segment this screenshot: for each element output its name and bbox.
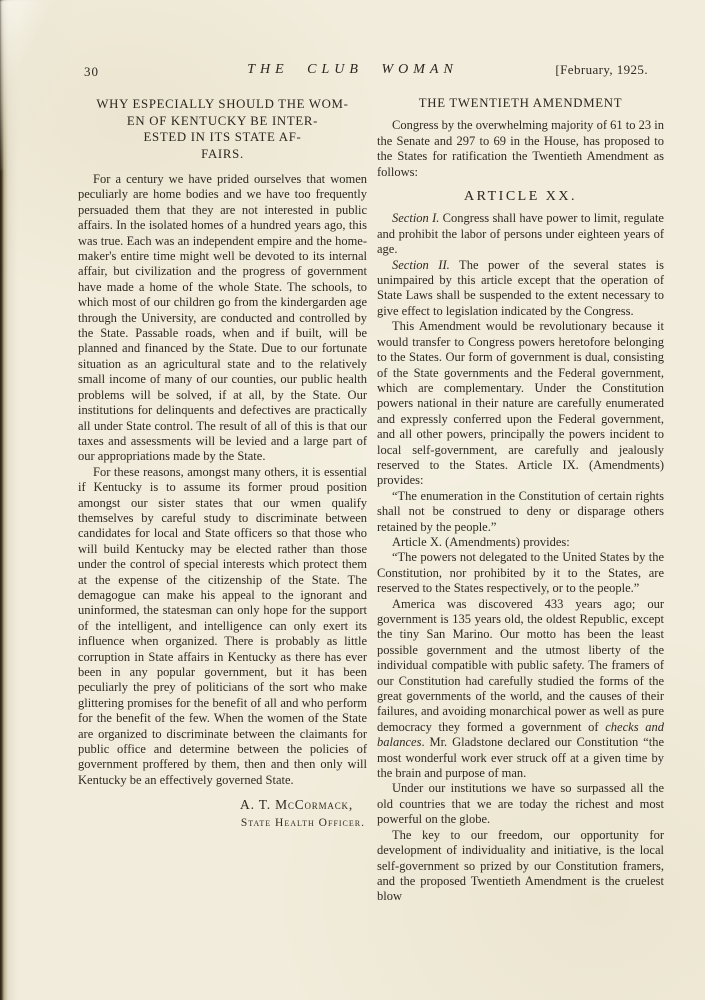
paragraph-text: America was discovered 433 years ago; our government is 135 years old, the oldest Republic, except the tiny San Marino. Our motto has been the least possible government and the utmost liberty of the individual compatible with public safety. The framers of our Constitution had carefully studied the forms of the great governments of the world, and the causes of their failures, and avoiding monarchical power as well as pure democracy they formed a government of: [377, 596, 664, 734]
quoted-amendment-text: “The powers not delegated to the United States by the Constitution, nor prohibited by it to the States, are reserved to the States respectively, or to the people.”: [377, 550, 664, 596]
issue-date: [February, 1925.: [555, 62, 648, 77]
paragraph-text: . Mr. Gladstone declared our Constitution “the most wonderful work ever struck off at a given time by the brain and purpose of man.: [377, 735, 664, 781]
title-line: WHY ESPECIALLY SHOULD THE WOM-: [96, 97, 349, 111]
signature-block: [78, 797, 367, 831]
article-paragraph: For these reasons, amongst many others, it is essential if Kentucky is to assume its former proud position amongst our sister states that our wmen qualify themselves by careful study to discriminate between candidates for local and State officers so that those who will build Kentucky may be elected rather than those under the control of special interests which protect them at the expense of the citizenship of the State. The demagogue can make his appeal to the ignorant and uninformed, the statesman can only hope for the support of the intelligent, and intelligence can only exert its influence when organized. There is probably as little corruption in State affairs in Kentucky as there has ever been in any popular government, but it has been peculiarly the prey of politicians of the sort who make glittering promises for the benefit of all and who perform for the benefit of the few. When the women of the State are organized to discriminate between the claimants for public office and determine between the policies of government proffered by them, then and then only will Kentucky be an effectively governed State.: [78, 464, 367, 787]
amendment-section: [377, 258, 664, 320]
signature-name: A. T. McCormack,: [240, 797, 353, 813]
article-paragraph: The key to our freedom, our opportunity for development of individuality and initiative, is the local self-government so prized by our Constitution framers, and the proposed Twentieth Amendment is the cruelest blow: [377, 827, 664, 904]
signature-title: State Health Officer.: [240, 816, 365, 829]
section-label: Section I.: [392, 211, 440, 226]
left-article-title: [78, 96, 367, 162]
magazine-title: THE CLUB WOMAN: [247, 62, 458, 77]
amendment-heading: ARTICLE XX.: [464, 189, 577, 205]
section-text: Congress shall have power to limit, regulate and prohibit the labor of persons under eighteen years of age.: [377, 211, 664, 257]
left-column: [78, 92, 367, 831]
title-line: EN OF KENTUCKY BE INTER-: [126, 113, 319, 128]
page-corner-curl: [0, 0, 70, 170]
amendment-section: [377, 211, 664, 257]
title-line: ESTED IN ITS STATE AF-: [143, 130, 302, 144]
right-article-title: THE TWENTIETH AMENDMENT: [418, 96, 623, 110]
title-line: FAIRS.: [201, 146, 244, 161]
page-number: 30: [84, 64, 99, 79]
article-paragraph: [377, 597, 664, 782]
article-paragraph: Congress by the overwhelming majority of 61 to 23 in the Senate and 297 to 69 in the House, has proposed to the States for ratification the Twentieth Amendment as follows:: [377, 118, 664, 179]
section-text: The power of the several states is unimpaired by this article except that the operation of State Laws shall be suspended to the extent necessary to give effect to legislation indicated by the Congress.: [377, 257, 664, 318]
emphasized-phrase: checks and balances: [377, 719, 664, 750]
article-paragraph: Article X. (Amendments) provides:: [392, 534, 570, 549]
section-label: Section II.: [392, 257, 450, 272]
article-paragraph: This Amendment would be revolutionary because it would transfer to Congress powers heretofore belonging to the States. Our form of government is dual, consisting of the State governments and the Federal government, which are complementary. Under the Constitution powers national in their nature are carefully enumerated and expressly conferred upon the Federal government, and all other powers, principally the powers incident to local self-government, are carefully and jealously reserved to the States. Article IX. (Amendments) provides:: [377, 319, 664, 488]
right-column: [377, 92, 664, 905]
page-header: [0, 60, 705, 84]
article-paragraph: Under our institutions we have so surpassed all the old countries that we are today the richest and most powerful on the globe.: [377, 781, 664, 827]
article-paragraph: For a century we have prided ourselves that women peculiarly are home bodies and we have too frequently persuaded them that they are not interested in public affairs. In the isolated homes of a hundred years ago, this was true. Each was an independent empire and the home-maker's entire time might well be devoted to its internal affair, but civilization and the progress of government have made a home of the whole State. The schools, to which most of our children go from the kindergarden age through the University, are conducted and controlled by the State. Passable roads, when and if built, will be planned and financed by the State. Due to our fortunate situation as an agricultural state and to the relatively small income of many of our counties, our public health problems will be solved, if at all, by the State. Our institutions for delinquents and defectives are practically all under State control. The result of all of this is that our taxes and assessments will be levied and a large part of our appropriations made by the State.: [78, 172, 367, 464]
quoted-amendment-text: “The enumeration in the Constitution of certain rights shall not be construed to deny or disparage others retained by the people.”: [377, 488, 664, 534]
